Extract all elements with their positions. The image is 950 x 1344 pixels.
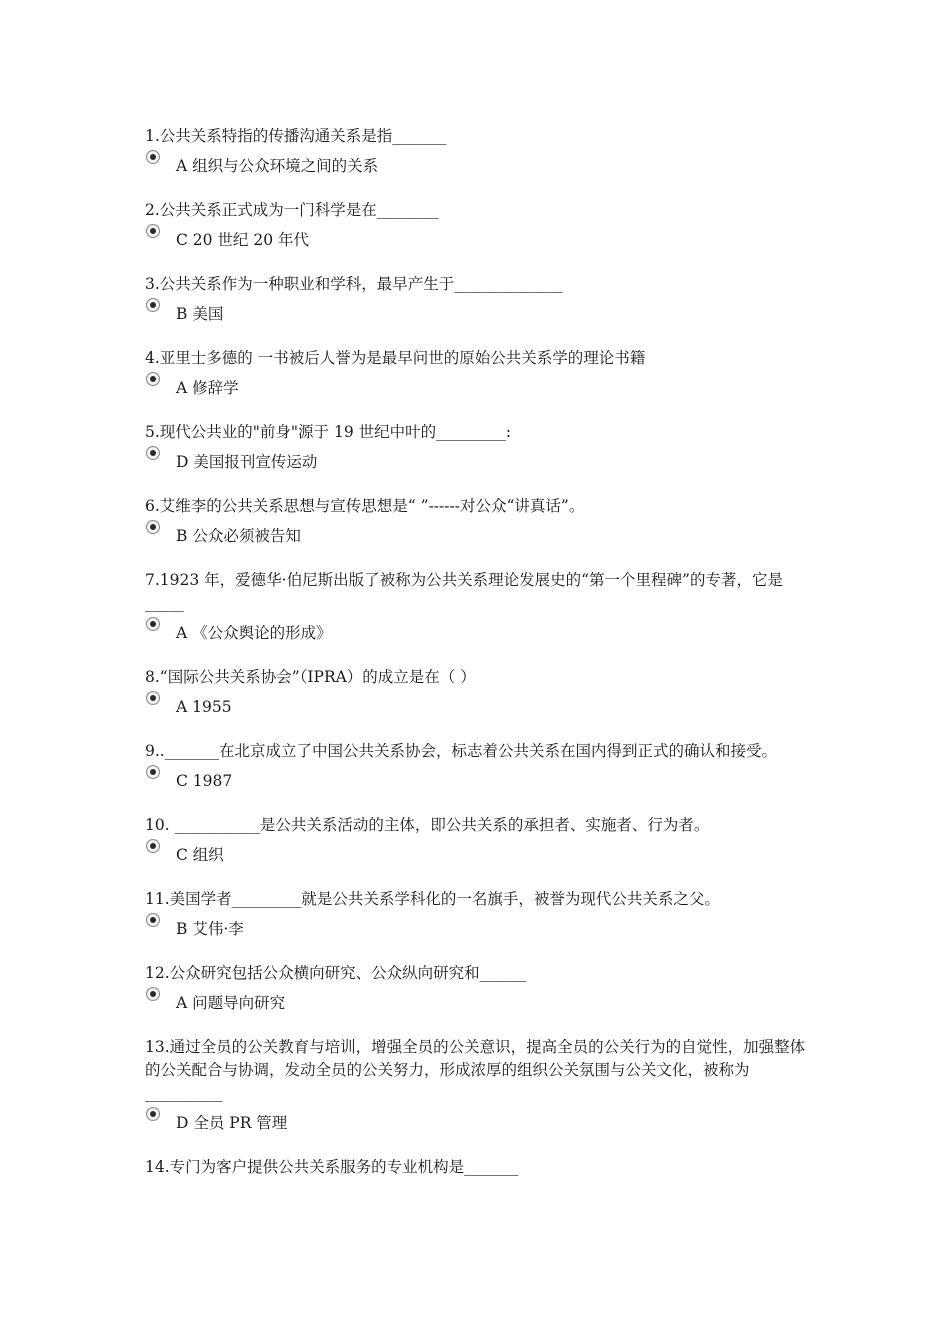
radio-selected-icon[interactable] xyxy=(146,372,160,386)
radio-selected-icon[interactable] xyxy=(146,298,160,312)
answer-text: B 艾伟·李 xyxy=(176,920,244,938)
question-item xyxy=(145,569,815,645)
question-text: 2.公共关系正式成为一门科学是在________ xyxy=(145,201,439,219)
radio-selected-icon[interactable] xyxy=(146,617,160,631)
question-item xyxy=(145,962,815,1015)
answer-text: A 修辞学 xyxy=(176,379,239,397)
question-item xyxy=(145,888,815,941)
answer-text: C 组织 xyxy=(176,846,224,864)
question-text: 14.专门为客户提供公共关系服务的专业机构是_______ xyxy=(145,1158,519,1176)
radio-selected-icon[interactable] xyxy=(146,765,160,779)
question-text: 3.公共关系作为一种职业和学科，最早产生于______________ xyxy=(145,275,563,293)
answer-text: D 美国报刊宣传运动 xyxy=(176,453,318,471)
answer-option[interactable] xyxy=(145,843,815,867)
answer-option[interactable] xyxy=(145,1111,815,1135)
answer-text: A 问题导向研究 xyxy=(176,994,286,1012)
answer-option[interactable] xyxy=(145,154,815,178)
radio-selected-icon[interactable] xyxy=(146,446,160,460)
question-item xyxy=(145,1156,815,1179)
document-page xyxy=(145,125,815,1179)
answer-text: B 公众必须被告知 xyxy=(176,527,301,545)
question-item xyxy=(145,495,815,548)
radio-selected-icon[interactable] xyxy=(146,520,160,534)
question-text: 8.“国际公共关系协会”（IPRA）的成立是在（ ） xyxy=(145,668,476,686)
answer-option[interactable] xyxy=(145,228,815,252)
radio-selected-icon[interactable] xyxy=(146,987,160,1001)
answer-option[interactable] xyxy=(145,524,815,548)
radio-selected-icon[interactable] xyxy=(146,150,160,164)
question-text: 13.通过全员的公关教育与培训，增强全员的公关意识，提高全员的公关行为的自觉性，加强整体的公关配合与协调，发动全员的公关努力，形成浓厚的组织公关氛围与公关文化，被称为__________ xyxy=(145,1038,806,1102)
answer-text: A 1955 xyxy=(176,698,232,716)
radio-selected-icon[interactable] xyxy=(146,1107,160,1121)
question-text: 6.艾维李的公共关系思想与宣传思想是“ ”------对公众“讲真话”。 xyxy=(145,497,585,515)
answer-option[interactable] xyxy=(145,991,815,1015)
question-text: 5.现代公共业的"前身"源于 19 世纪中叶的_________: xyxy=(145,423,512,441)
question-item xyxy=(145,1036,815,1135)
question-text: 10. ___________是公共关系活动的主体，即公共关系的承担者、实施者、行为者。 xyxy=(145,816,710,834)
question-item xyxy=(145,347,815,400)
radio-selected-icon[interactable] xyxy=(146,691,160,705)
question-item xyxy=(145,125,815,178)
question-item xyxy=(145,666,815,719)
question-text: 7.1923 年，爱德华·伯尼斯出版了被称为公共关系理论发展史的“第一个里程碑”的专著，它是_____ xyxy=(145,571,783,612)
answer-option[interactable] xyxy=(145,917,815,941)
question-text: 12.公众研究包括公众横向研究、公众纵向研究和______ xyxy=(145,964,527,982)
radio-selected-icon[interactable] xyxy=(146,224,160,238)
answer-text: C 1987 xyxy=(176,772,233,790)
question-item xyxy=(145,740,815,793)
question-text: 4.亚里士多德的 一书被后人誉为是最早问世的原始公共关系学的理论书籍 xyxy=(145,349,646,367)
question-item xyxy=(145,273,815,326)
answer-text: A 组织与公众环境之间的关系 xyxy=(176,157,379,175)
radio-selected-icon[interactable] xyxy=(146,913,160,927)
answer-option[interactable] xyxy=(145,376,815,400)
answer-text: D 全员 PR 管理 xyxy=(176,1114,288,1132)
question-item xyxy=(145,421,815,474)
answer-option[interactable] xyxy=(145,769,815,793)
answer-option[interactable] xyxy=(145,621,815,645)
answer-text: C 20 世纪 20 年代 xyxy=(176,231,310,249)
answer-option[interactable] xyxy=(145,450,815,474)
answer-option[interactable] xyxy=(145,302,815,326)
question-text: 11.美国学者_________就是公共关系学科化的一名旗手，被誉为现代公共关系之父。 xyxy=(145,890,720,908)
question-item xyxy=(145,199,815,252)
question-item xyxy=(145,814,815,867)
answer-text: A 《公众舆论的形成》 xyxy=(176,624,332,642)
radio-selected-icon[interactable] xyxy=(146,839,160,853)
answer-text: B 美国 xyxy=(176,305,224,323)
question-text: 9.._______在北京成立了中国公共关系协会，标志着公共关系在国内得到正式的确认和接受。 xyxy=(145,742,777,760)
answer-option[interactable] xyxy=(145,695,815,719)
question-text: 1.公共关系特指的传播沟通关系是指_______ xyxy=(145,127,447,145)
